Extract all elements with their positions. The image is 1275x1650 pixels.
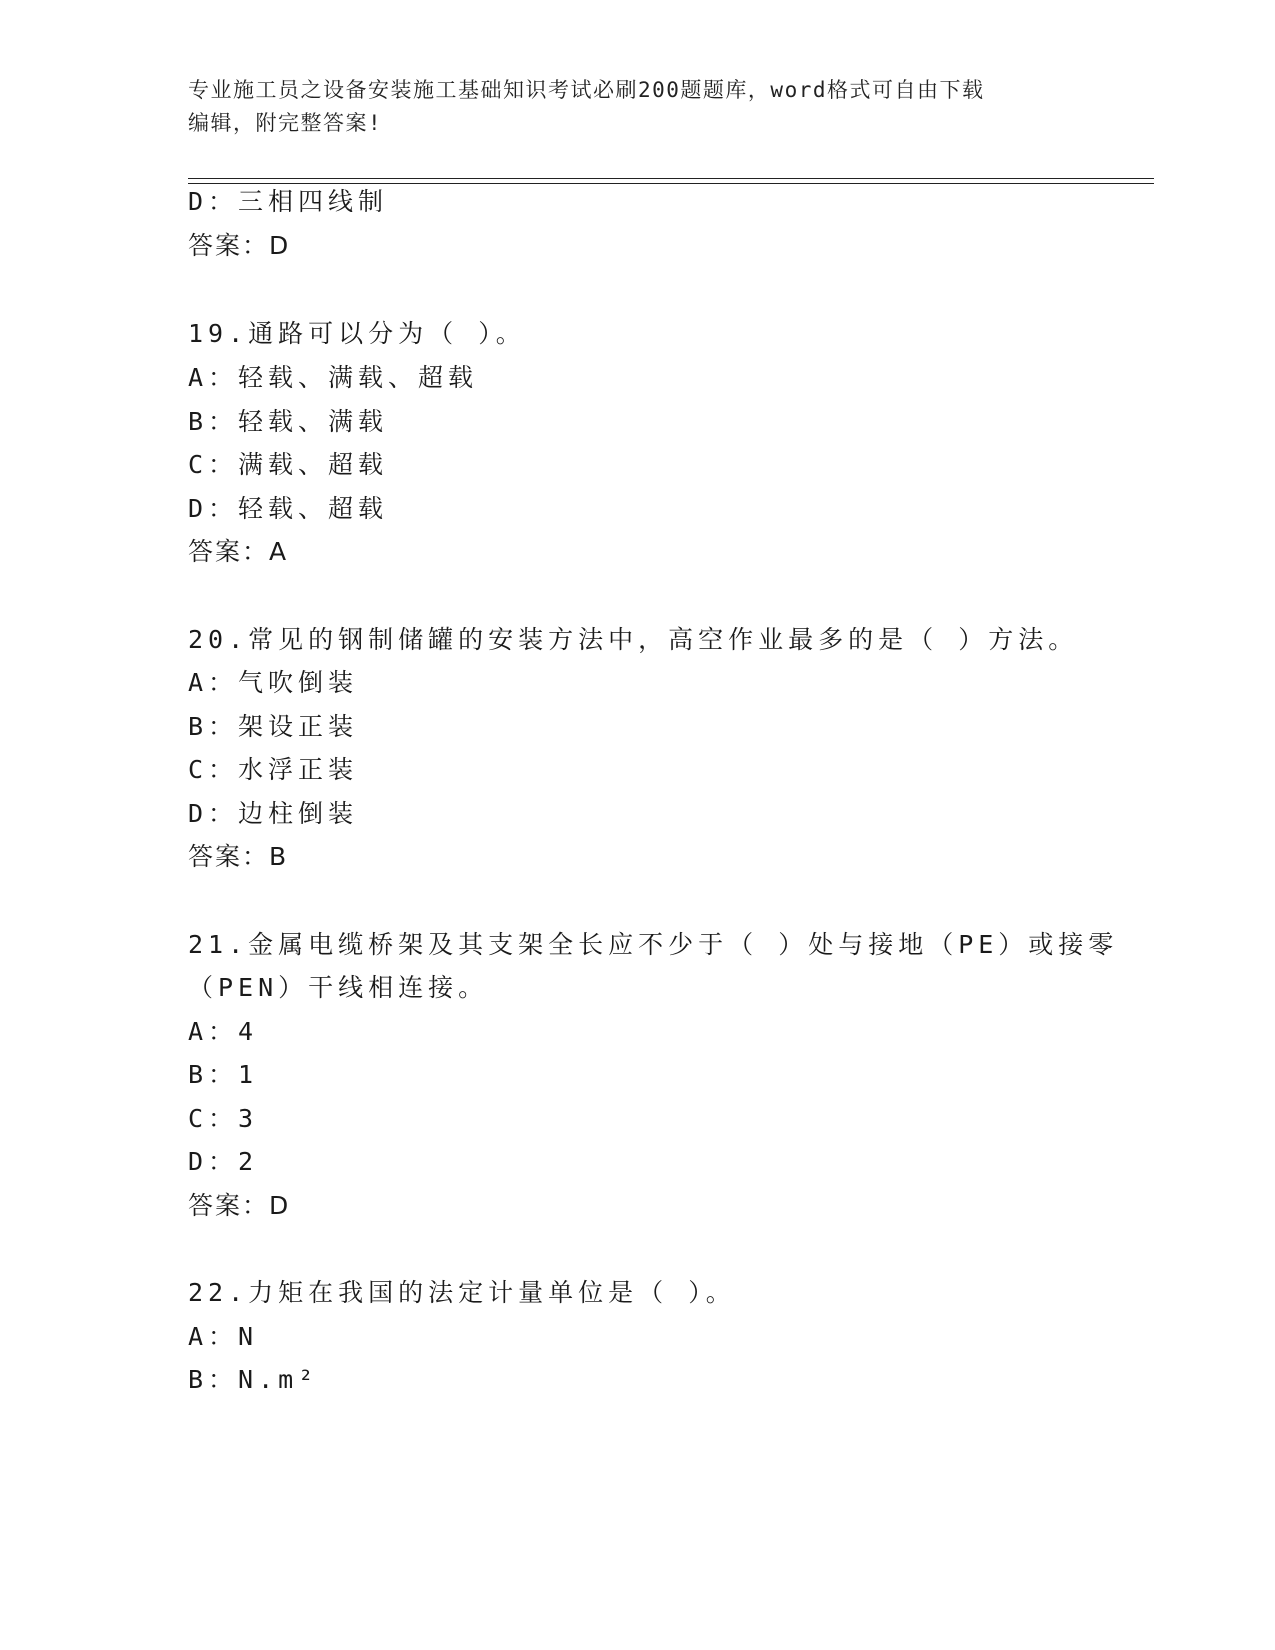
option-line: D：2 [188, 1147, 259, 1176]
question-line: 20.常见的钢制储罐的安装方法中，高空作业最多的是（ ）方法。 [188, 625, 1079, 654]
header-title-line1: 专业施工员之设备安装施工基础知识考试必刷200题题库，word格式可自由下载 [188, 78, 985, 102]
document-header [188, 74, 1078, 140]
option-line: B：轻载、满载 [188, 407, 389, 436]
answer-line: 答案：B [188, 842, 289, 871]
option-line: C：满载、超载 [188, 450, 389, 479]
option-line: D：边柱倒装 [188, 799, 359, 828]
question-line: 22.力矩在我国的法定计量单位是（ ）。 [188, 1278, 736, 1307]
option-line: B：1 [188, 1060, 259, 1089]
option-line: D：轻载、超载 [188, 494, 389, 523]
question-line: （PEN）干线相连接。 [188, 973, 489, 1002]
option-line: C：水浮正装 [188, 755, 359, 784]
header-divider-top [188, 178, 1154, 179]
header-divider-bottom [188, 183, 1154, 184]
question-line: 21.金属电缆桥架及其支架全长应不少于（ ）处与接地（PE）或接零 [188, 930, 1119, 959]
option-line: A：气吹倒装 [188, 668, 359, 697]
option-line: D：三相四线制 [188, 187, 389, 216]
option-line: A：4 [188, 1017, 259, 1046]
option-line: A：轻载、满载、超载 [188, 363, 479, 392]
header-title-line2: 编辑，附完整答案! [188, 111, 383, 135]
question-line: 19.通路可以分为（ ）。 [188, 319, 526, 348]
option-line: A：N [188, 1322, 259, 1351]
answer-line: 答案：D [188, 231, 291, 260]
answer-line: 答案：A [188, 537, 289, 566]
option-line: C：3 [188, 1104, 259, 1133]
option-line: B：N.m² [188, 1365, 319, 1394]
answer-line: 答案：D [188, 1191, 291, 1220]
option-line: B：架设正装 [188, 712, 359, 741]
